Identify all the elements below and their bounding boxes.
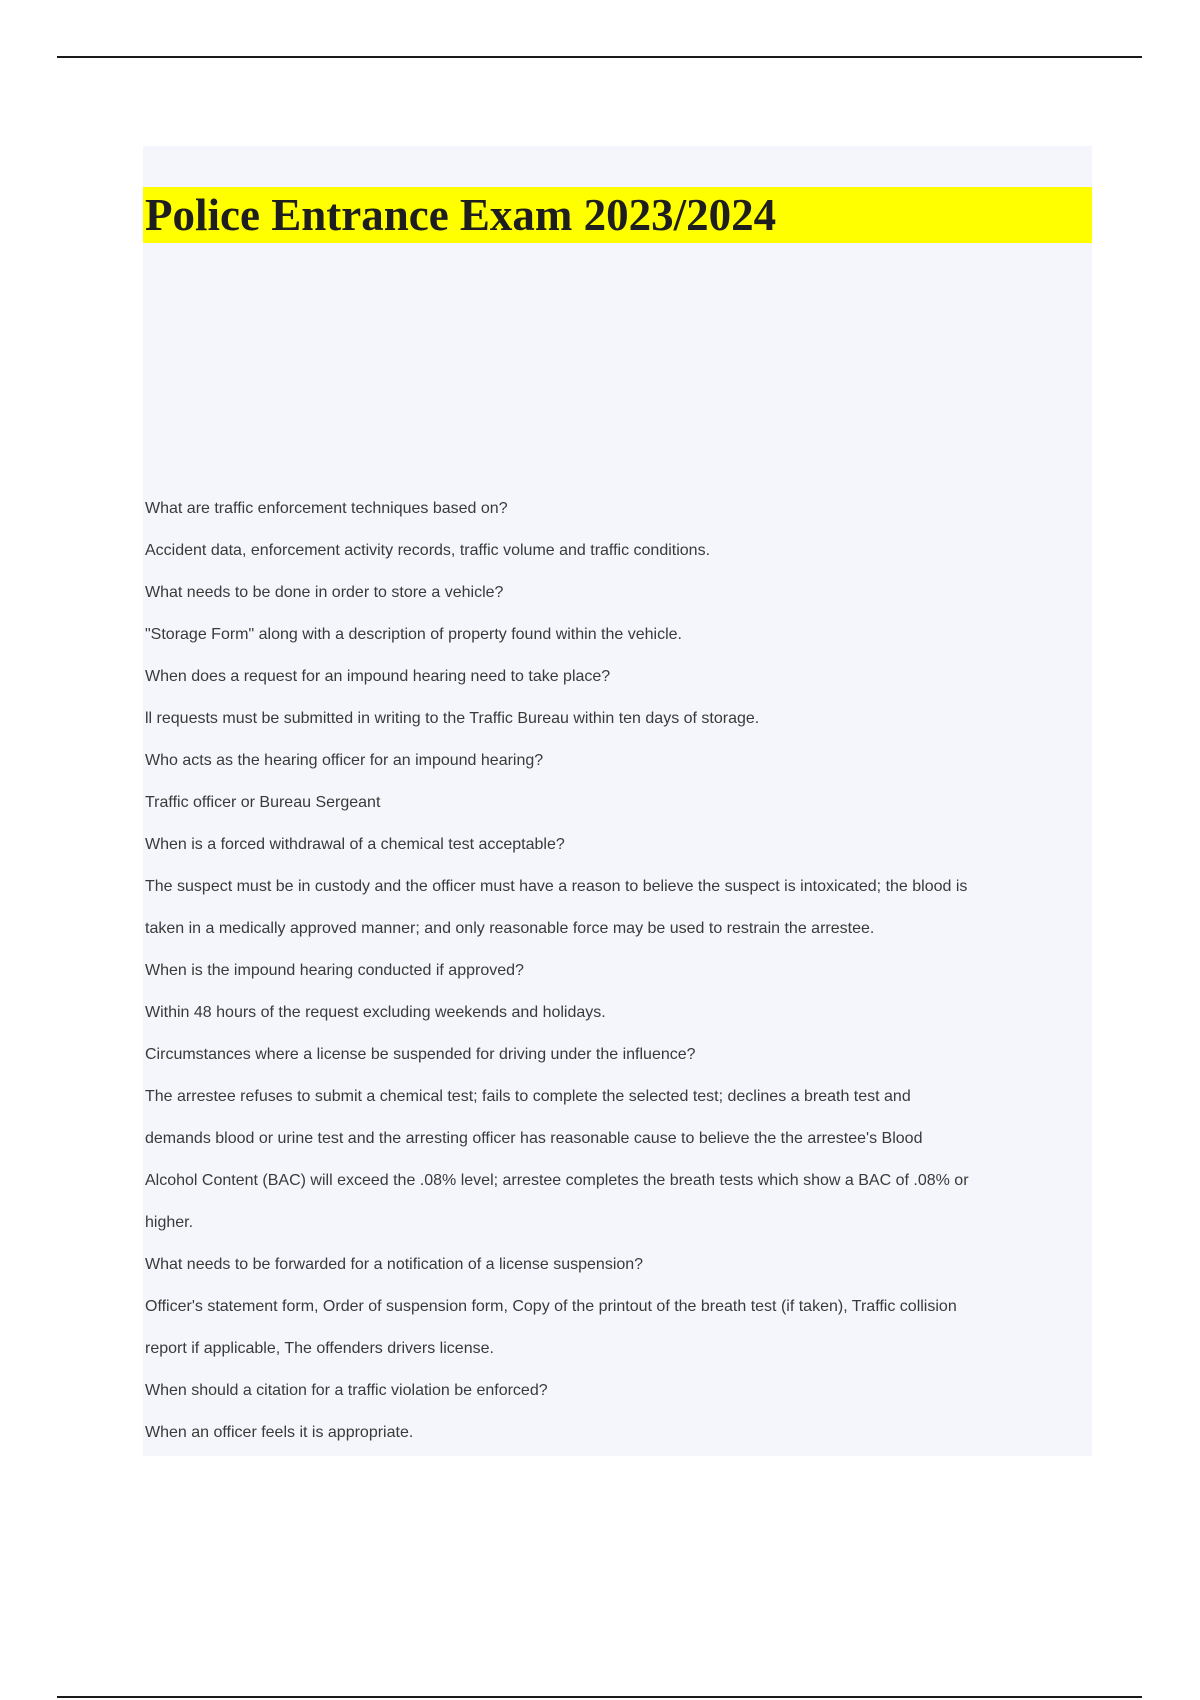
answer-line: Officer's statement form, Order of suspension form, Copy of the printout of the breath test (if taken), Traffic collision <box>145 1298 957 1315</box>
answer-line: The suspect must be in custody and the officer must have a reason to believe the suspect is intoxicated; the blood is <box>145 878 968 895</box>
answer-line: Accident data, enforcement activity records, traffic volume and traffic conditions. <box>145 542 711 559</box>
top-rule <box>57 56 1142 58</box>
answer-line: demands blood or urine test and the arresting officer has reasonable cause to believe the the arrestee's Blood <box>145 1130 923 1147</box>
answer-line: "Storage Form" along with a description of property found within the vehicle. <box>145 626 682 643</box>
answer-line: Within 48 hours of the request excluding weekends and holidays. <box>145 1004 606 1021</box>
question-line: When is a forced withdrawal of a chemical test acceptable? <box>145 836 565 853</box>
document-title: Police Entrance Exam 2023/2024 <box>145 190 777 240</box>
document-page <box>143 146 1092 1456</box>
question-line: When should a citation for a traffic violation be enforced? <box>145 1382 548 1399</box>
bottom-rule <box>57 1696 1142 1698</box>
question-line: What needs to be done in order to store a vehicle? <box>145 584 504 601</box>
answer-line: higher. <box>145 1214 194 1231</box>
answer-line: Traffic officer or Bureau Sergeant <box>145 794 381 811</box>
question-line: What are traffic enforcement techniques based on? <box>145 500 508 517</box>
question-line: When does a request for an impound hearing need to take place? <box>145 668 611 685</box>
answer-line: report if applicable, The offenders drivers license. <box>145 1340 494 1357</box>
answer-line: ll requests must be submitted in writing to the Traffic Bureau within ten days of storage. <box>145 710 760 727</box>
title-highlight <box>143 187 1092 243</box>
answer-line: When an officer feels it is appropriate. <box>145 1424 414 1441</box>
question-line: Circumstances where a license be suspended for driving under the influence? <box>145 1046 696 1063</box>
answer-line: Alcohol Content (BAC) will exceed the .08% level; arrestee completes the breath tests which show a BAC of .08% or <box>145 1172 969 1189</box>
question-line: Who acts as the hearing officer for an impound hearing? <box>145 752 544 769</box>
question-line: What needs to be forwarded for a notification of a license suspension? <box>145 1256 644 1273</box>
question-line: When is the impound hearing conducted if approved? <box>145 962 524 979</box>
qa-list <box>145 488 1085 1454</box>
answer-line: taken in a medically approved manner; and only reasonable force may be used to restrain the arrestee. <box>145 920 875 937</box>
answer-line: The arrestee refuses to submit a chemical test; fails to complete the selected test; declines a breath test and <box>145 1088 911 1105</box>
